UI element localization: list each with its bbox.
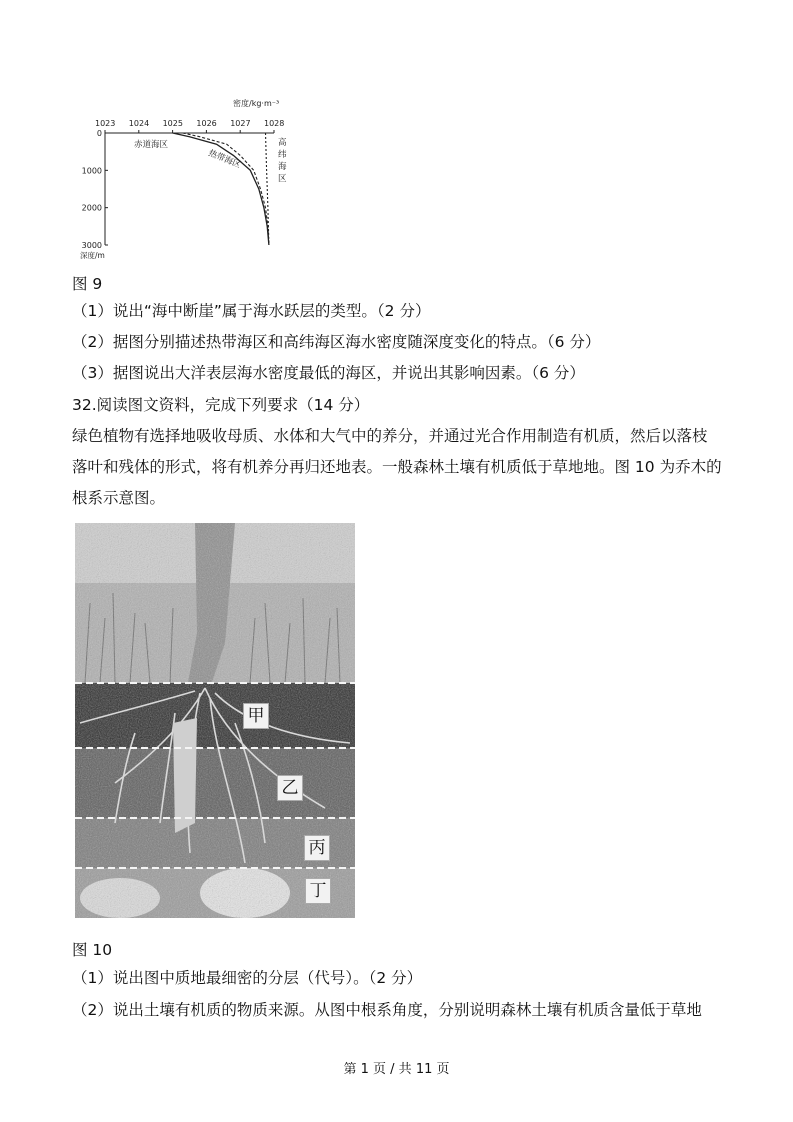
- tree-root-photo: [75, 523, 355, 918]
- density-ticks: [95, 119, 284, 133]
- q32-item2: （2）说出土壤有机质的物质来源。从图中根系角度，分别说明森林土壤有机质含量低于草地: [72, 1001, 702, 1019]
- density-tick-1028: 1028: [264, 119, 285, 128]
- label-tropical: 热带海区: [206, 148, 243, 171]
- density-depth-chart: [78, 95, 308, 265]
- depth-axis-label: 深度/m: [80, 251, 105, 260]
- q32-heading: 32.阅读图文资料，完成下列要求（14 分）: [72, 396, 370, 414]
- layer-label-jia: 甲: [243, 703, 269, 729]
- high-latitude-char-1: 纬: [278, 150, 287, 160]
- figure10-caption: 图 10: [72, 941, 113, 959]
- density-tick-1025: 1025: [162, 119, 183, 128]
- depth-tick-3000: 3000: [81, 241, 102, 250]
- label-high-latitude: [278, 137, 287, 184]
- depth-tick-1000: 1000: [81, 166, 102, 176]
- density-tick-1027: 1027: [230, 119, 251, 128]
- q31-item1: （1）说出“海中断崖”属于海水跃层的类型。（2 分）: [72, 302, 431, 320]
- density-curves: [173, 133, 269, 245]
- depth-tick-2000: 2000: [81, 203, 102, 213]
- depth-ticks: [82, 129, 108, 250]
- q32-passage: 绿色植物有选择地吸收母质、水体和大气中的养分，并通过光合作用制造有机质，然后以落枝落叶和残体的形式，将有机养分再归还地表。一般森林土壤有机质低于草地地。图 10 为乔木的根系示意图。: [72, 427, 722, 507]
- layer-label-ding: 丁: [305, 878, 331, 904]
- high-latitude-char-3: 区: [278, 174, 287, 184]
- density-tick-1024: 1024: [128, 119, 150, 128]
- label-equatorial: 赤道海区: [134, 140, 169, 150]
- page-footer: 第 1 页 / 共 11 页: [343, 1062, 450, 1077]
- q31-item3: （3）据图说出大洋表层海水密度最低的海区，并说出其影响因素。（6 分）: [72, 364, 585, 382]
- q31-item2: （2）据图分别描述热带海区和高纬海区海水密度随深度变化的特点。（6 分）: [72, 333, 601, 351]
- depth-tick-0: 0: [96, 129, 102, 138]
- figure9-caption: 图 9: [72, 275, 103, 293]
- layer-label-bing: 丙: [304, 835, 330, 861]
- q32-item1: （1）说出图中质地最细密的分层（代号）。（2 分）: [72, 969, 423, 987]
- density-tick-1026: 1026: [196, 119, 217, 128]
- density-axis-label: 密度/kg·m⁻³: [233, 99, 280, 108]
- high-latitude-char-0: 高: [278, 138, 287, 148]
- layer-label-yi: 乙: [277, 775, 303, 801]
- high-latitude-char-2: 海: [278, 162, 287, 172]
- density-tick-1023: 1023: [95, 119, 116, 128]
- curve-series-0: [173, 133, 269, 245]
